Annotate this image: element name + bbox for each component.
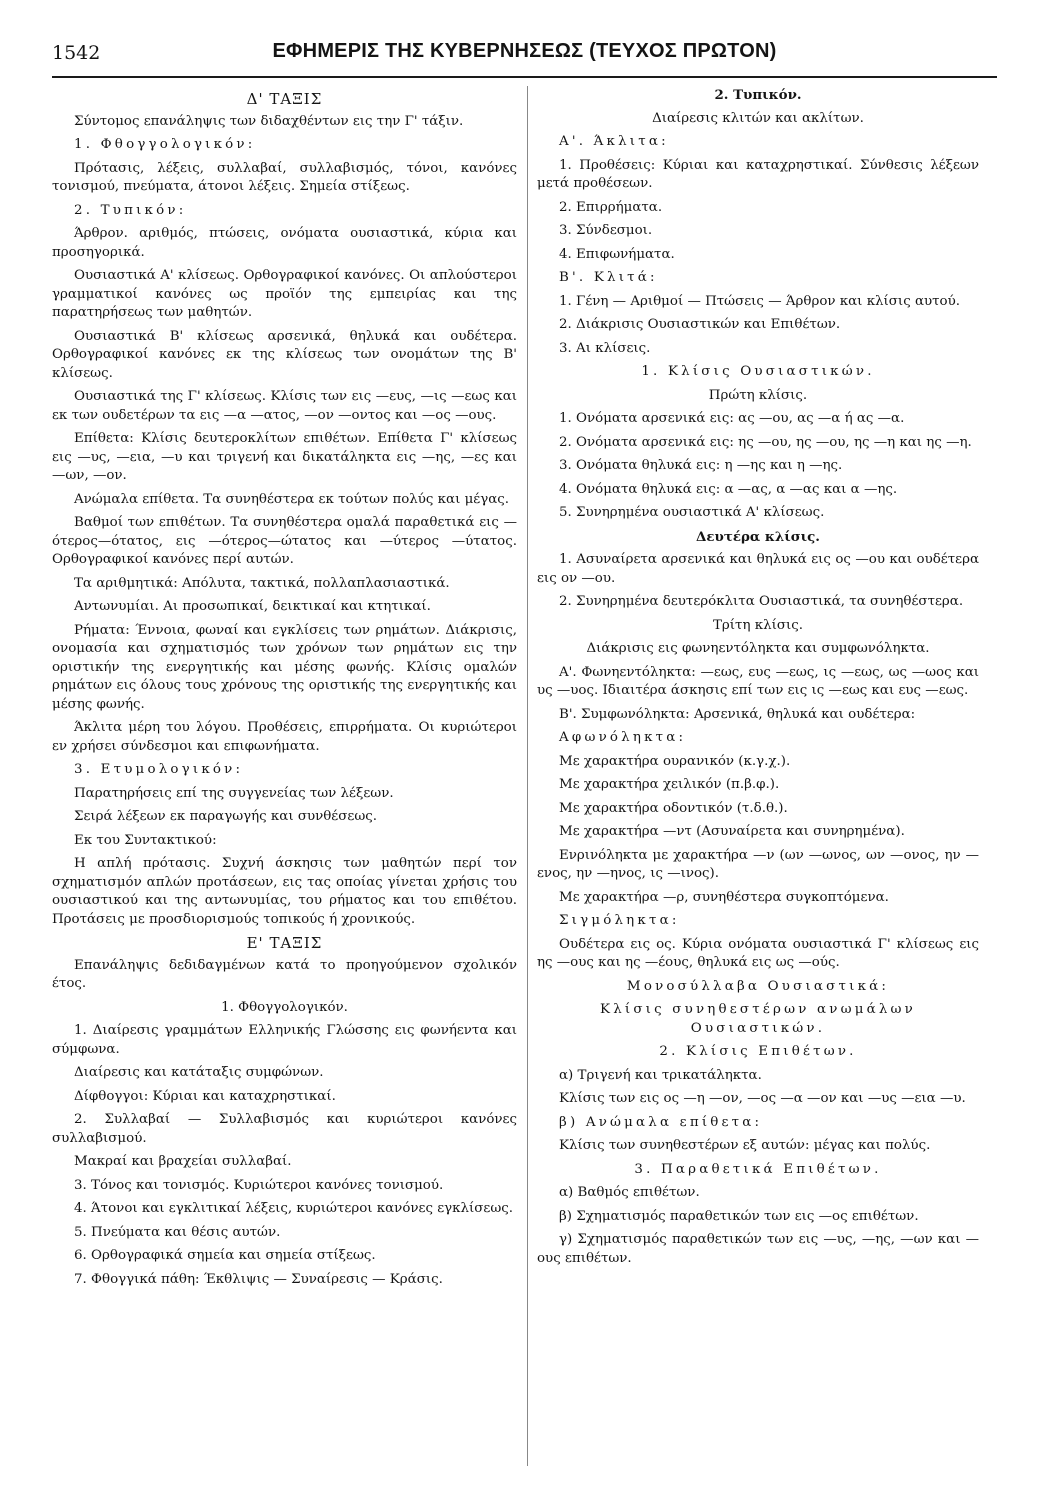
left-paragraph: Μακραί και βραχείαι συλλαβαί.: [74, 1154, 292, 1169]
right-paragraph: 3. Παραθετικά Επιθέτων.: [634, 1161, 882, 1177]
right-paragraph: Β'. Συμφωνόληκτα: Αρσενικά, θηλυκά και ουδέτερα:: [559, 706, 916, 722]
left-paragraph: Ουσιαστικά Α' κλίσεως. Ορθογραφικοί κανόνες. Οι απλούστεροι γραμματικοί κανόνες ως προϊόν της εμπειρίας και της παρατηρήσεως των μαθητών.: [52, 268, 517, 320]
left-paragraph: 5. Πνεύματα και θέσις αυτών.: [74, 1224, 281, 1240]
right-paragraph: 3. Σύνδεσμοι.: [559, 223, 653, 238]
left-paragraph: Ρήματα: Έννοια, φωναί και εγκλίσεις των ρημάτων. Διάκρισις, ονομασία και σχηματισμός των χρόνων των ρημάτων εις την οριστικήν της ενεργητικής και μέσης φωνής. Κλίσις ομαλών ρημάτων εις όλους τους χρόνους της οριστικής της ενεργητικής και μέσης φωνής.: [52, 622, 517, 712]
right-paragraph: 1. Ονόματα αρσενικά εις: ας —ου, ας —α ή ας —α.: [559, 411, 905, 426]
left-paragraph: Βαθμοί των επιθέτων. Τα συνηθέστερα ομαλά παραθετικά εις —ότερος—ότατος, εις —ότερος—ώτατος και —ύτερος —ύτατος. Ορθογραφικοί κανόνες περί αυτών.: [52, 515, 517, 567]
left-paragraph: Ουσιαστικά της Γ' κλίσεως. Κλίσις των εις —ευς, —ις —εως και εκ των ουδετέρων τα εις —α —ατος, —ον —οντος και —ος —ους.: [52, 389, 517, 423]
right-paragraph: 2. Διάκρισις Ουσιαστικών και Επιθέτων.: [559, 317, 841, 332]
right-paragraph: γ) Σχηματισμός παραθετικών των εις —υς, —ης, —ων και —ους επιθέτων.: [537, 1232, 979, 1266]
left-paragraph: 6. Ορθογραφικά σημεία και σημεία στίξεως.: [74, 1248, 376, 1263]
left-paragraph: Πρότασις, λέξεις, συλλαβαί, συλλαβισμός, τόνοι, κανόνες τονισμού, πνεύματα, άτονοι λέξεις. Σημεία στίξεως.: [52, 160, 517, 194]
right-paragraph: 1. Κλίσις Ουσιαστικών.: [641, 364, 875, 379]
right-paragraph: Διάκρισις εις φωνηεντόληκτα και συμφωνόληκτα.: [586, 641, 930, 656]
left-paragraph: 1. Φθογγολογικόν:: [74, 137, 256, 152]
left-paragraph: Εκ του Συντακτικού:: [74, 832, 217, 848]
right-paragraph: 3. Ονόματα θηλυκά εις: η —ης και η —ης.: [559, 458, 843, 473]
left-paragraph: Ε' ΤΑΞΙΣ: [246, 934, 323, 952]
left-paragraph: Η απλή πρότασις. Συχνή άσκησις των μαθητών περί τον σχηματισμόν απλών προτάσεων, εις τας οποίας γίνεται χρήσις του ουσιαστικού και της αντωνυμίας, του ρήματος και του επιθέτου. Προτάσεις με προσδιορισμούς τοπικούς ή χρονικούς.: [52, 856, 517, 927]
right-paragraph: Με χαρακτήρα —ντ (Ασυναίρετα και συνηρημένα).: [559, 824, 905, 839]
left-paragraph: Επανάληψις δεδιδαγμένων κατά το προηγούμενον σχολικόν έτος.: [52, 957, 517, 991]
right-paragraph: Κλίσις συνηθεστέρων ανωμάλων Ουσιαστικών.: [600, 1002, 916, 1036]
left-paragraph: Τα αριθμητικά: Απόλυτα, τακτικά, πολλαπλασιαστικά.: [74, 575, 450, 591]
right-paragraph: Τρίτη κλίσις.: [713, 617, 803, 633]
right-paragraph: 1. Γένη — Αριθμοί — Πτώσεις — Άρθρον και κλίσις αυτού.: [559, 293, 960, 309]
right-paragraph: 2. Επιρρήματα.: [559, 199, 663, 215]
left-paragraph: Δίφθογγοι: Κύριαι και καταχρηστικαί.: [74, 1088, 336, 1104]
right-paragraph: Διαίρεσις κλιτών και ακλίτων.: [652, 110, 864, 126]
right-paragraph: 2. Τυπικόν.: [714, 87, 802, 103]
column-divider: [527, 86, 528, 1466]
left-paragraph: Αντωνυμίαι. Αι προσωπικαί, δεικτικαί και κτητικαί.: [74, 599, 431, 614]
right-paragraph: α) Τριγενή και τρικατάληκτα.: [559, 1067, 762, 1083]
right-paragraph: Πρώτη κλίσις.: [708, 387, 808, 403]
left-paragraph: 1. Διαίρεσις γραμμάτων Ελληνικής Γλώσσης εις φωνήεντα και σύμφωνα.: [52, 1023, 517, 1057]
right-paragraph: Κλίσις των εις ος —η —ον, —ος —α —ον και —υς —εια —υ.: [559, 1091, 966, 1106]
right-paragraph: Ενρινόληκτα με χαρακτήρα —ν (ων —ωνος, ων —ονος, ην —ενος, ην —ηνος, ις —ινος).: [537, 847, 979, 881]
right-paragraph: 2. Κλίσις Επιθέτων.: [659, 1044, 857, 1059]
left-paragraph: 2. Τυπικόν:: [74, 202, 187, 218]
right-paragraph: Με χαρακτήρα —ρ, συνηθέστερα συγκοπτόμενα.: [559, 889, 889, 905]
page-number: 1542: [52, 42, 101, 64]
left-paragraph: Παρατηρήσεις επί της συγγενείας των λέξεων.: [74, 785, 394, 801]
right-paragraph: 1. Προθέσεις: Κύριαι και καταχρηστικαί. Σύνθεσις λέξεων μετά προθέσεων.: [537, 157, 979, 191]
right-paragraph: α) Βαθμός επιθέτων.: [559, 1185, 700, 1200]
left-paragraph: 3. Ετυμολογικόν:: [74, 762, 244, 777]
right-paragraph: 3. Αι κλίσεις.: [559, 340, 651, 356]
right-column: [537, 86, 979, 1273]
left-paragraph: Σύντομος επανάληψις των διδαχθέντων εις την Γ' τάξιν.: [74, 113, 464, 129]
right-paragraph: β) Σχηματισμός παραθετικών των εις —ος επιθέτων.: [559, 1208, 919, 1224]
newspaper-title: ΕΦΗΜΕΡΙΣ ΤΗΣ ΚΥΒΕΡΝΗΣΕΩΣ (ΤΕΥΧΟΣ ΠΡΩΤΟΝ): [272, 40, 777, 62]
left-paragraph: Επίθετα: Κλίσις δευτεροκλίτων επιθέτων. Επίθετα Γ' κλίσεως εις —υς, —εια, —υ και τριγενή και δικατάληκτα εις —ης, —ες και —ων, —ον.: [52, 431, 517, 483]
left-paragraph: 2. Συλλαβαί — Συλλαβισμός και κυριώτεροι κανόνες συλλαβισμού.: [52, 1112, 517, 1146]
right-paragraph: β) Ανώμαλα επίθετα:: [559, 1114, 763, 1130]
left-paragraph: Ανώμαλα επίθετα. Τα συνηθέστερα εκ τούτων πολύς και μέγας.: [74, 491, 510, 507]
left-paragraph: Διαίρεσις και κατάταξις συμφώνων.: [74, 1065, 324, 1080]
left-column: [52, 86, 517, 1294]
right-paragraph: Με χαρακτήρα οδοντικόν (τ.δ.θ.).: [559, 800, 788, 816]
right-paragraph: 2. Ονόματα αρσενικά εις: ης —ου, ης —ου, ης —η και ης —η.: [559, 434, 972, 450]
right-paragraph: Β'. Κλιτά:: [559, 270, 658, 285]
left-paragraph: 3. Τόνος και τονισμός. Κυριώτεροι κανόνες τονισμού.: [74, 1177, 444, 1193]
header-rule: [52, 76, 997, 78]
left-paragraph: Σειρά λέξεων εκ παραγωγής και συνθέσεως.: [74, 809, 377, 824]
right-paragraph: Μονοσύλλαβα Ουσιαστικά:: [626, 978, 890, 994]
right-paragraph: Σιγμόληκτα:: [559, 913, 680, 928]
left-paragraph: Ουσιαστικά Β' κλίσεως αρσενικά, θηλυκά και ουδέτερα. Ορθογραφικοί κανόνες εκ της κλίσεως των ονομάτων της Β' κλίσεως.: [52, 328, 517, 381]
left-paragraph: 1. Φθογγολογικόν.: [221, 999, 348, 1015]
right-paragraph: Κλίσις των συνηθεστέρων εξ αυτών: μέγας και πολύς.: [559, 1138, 931, 1153]
right-paragraph: Α'. Άκλιτα:: [559, 134, 669, 149]
right-paragraph: Δευτέρα κλίσις.: [696, 528, 820, 545]
right-paragraph: 4. Ονόματα θηλυκά εις: α —ας, α —ας και α —ης.: [559, 481, 898, 497]
left-paragraph: 4. Άτονοι και εγκλιτικαί λέξεις, κυριώτεροι κανόνες εγκλίσεως.: [74, 1201, 514, 1216]
right-paragraph: 4. Επιφωνήματα.: [559, 246, 675, 262]
right-paragraph: Με χαρακτήρα ουρανικόν (κ.γ.χ.).: [559, 753, 791, 769]
right-paragraph: 5. Συνηρημένα ουσιαστικά Α' κλίσεως.: [559, 505, 825, 520]
right-paragraph: 1. Ασυναίρετα αρσενικά και θηλυκά εις ος —ου και ουδέτερα εις ον —ου.: [537, 552, 979, 586]
right-paragraph: Α'. Φωνηεντόληκτα: —εως, ευς —εως, ις —εως, ως —ωος και υς —υος. Ιδιαιτέρα άσκησις επί των εις ις —εως και ευς —εως.: [537, 664, 979, 698]
left-paragraph: Άρθρον. αριθμός, πτώσεις, ονόματα ουσιαστικά, κύρια και προσηγορικά.: [52, 226, 517, 260]
left-paragraph: 7. Φθογγικά πάθη: Έκθλιψις — Συναίρεσις — Κράσις.: [74, 1271, 443, 1287]
left-paragraph: Δ' ΤΑΞΙΣ: [246, 90, 323, 108]
right-paragraph: Αφωνόληκτα:: [559, 730, 687, 745]
right-paragraph: Με χαρακτήρα χειλικόν (π.β.φ.).: [559, 777, 780, 792]
left-paragraph: Άκλιτα μέρη του λόγου. Προθέσεις, επιρρήματα. Οι κυριώτεροι εν χρήσει σύνδεσμοι και επιφωνήματα.: [52, 720, 517, 754]
right-paragraph: 2. Συνηρημένα δευτερόκλιτα Ουσιαστικά, τα συνηθέστερα.: [559, 594, 964, 609]
right-paragraph: Ουδέτερα εις ος. Κύρια ονόματα ουσιαστικά Γ' κλίσεως εις ης —ους και ης —έους, θηλυκά εις ως —ούς.: [537, 936, 979, 970]
page-header: [52, 38, 997, 78]
